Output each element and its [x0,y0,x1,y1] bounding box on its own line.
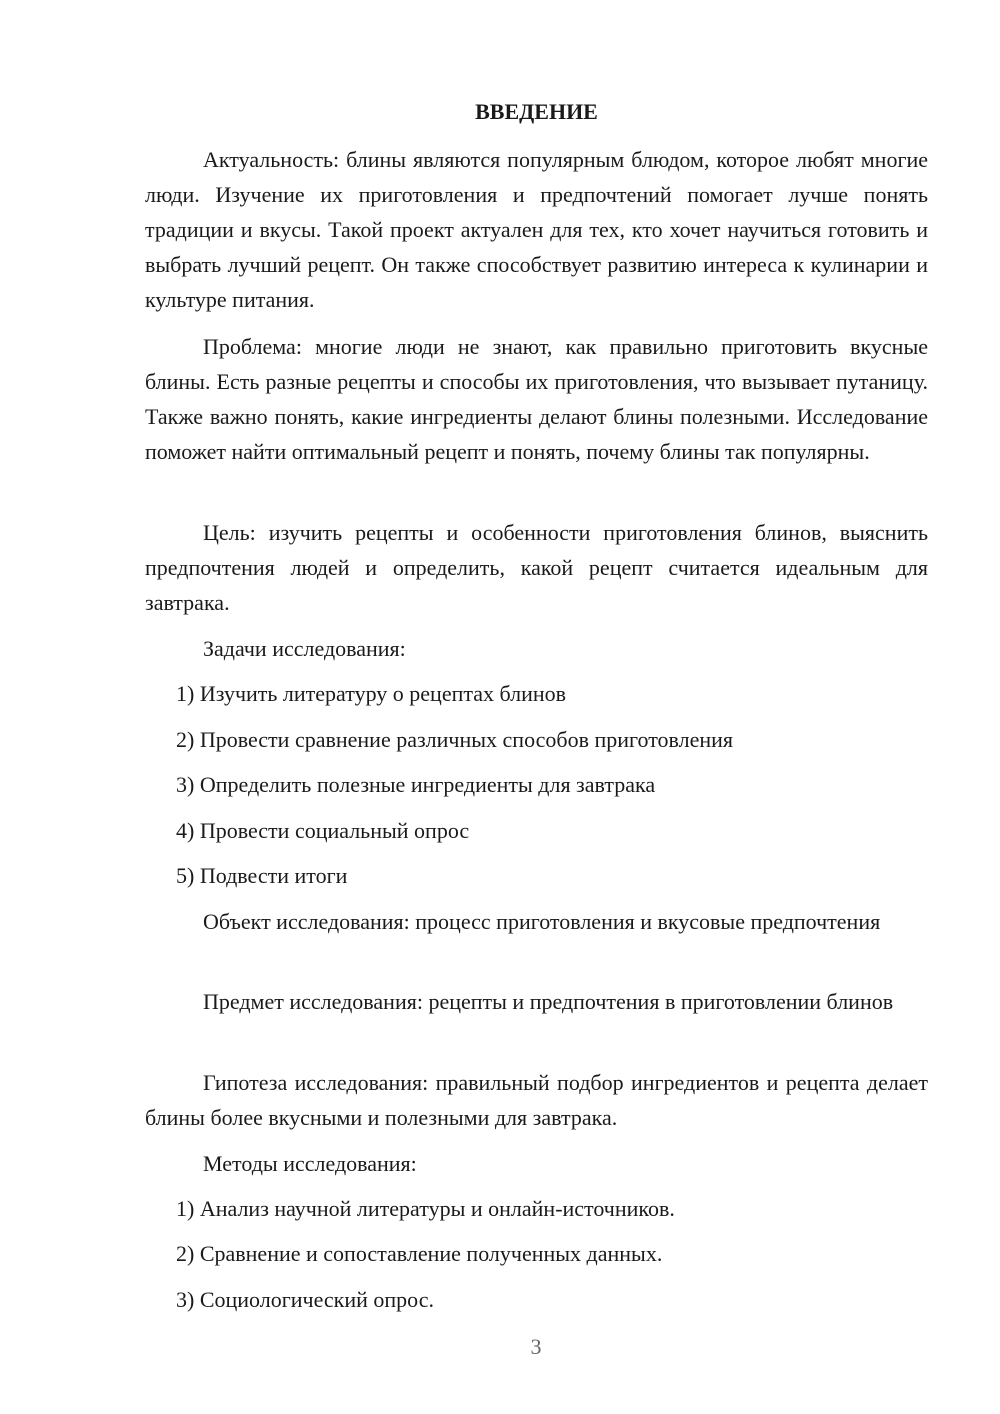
section-heading: ВВЕДЕНИЕ [475,99,598,124]
task-item: 3) Определить полезные ингредиенты для завтрака [176,772,656,797]
tasks-title: Задачи исследования: [203,636,406,661]
methods-title: Методы исследования: [203,1151,417,1176]
subject-paragraph: Предмет исследования: рецепты и предпочтения в приготовлении блинов [203,989,894,1014]
page-number: 3 [530,1334,542,1359]
relevance-paragraph: Актуальность: блины являются популярным блюдом, которое любят многие люди. Изучение их приготовления и предпочтений помогает лучше понять традиции и вкусы. Такой проект актуален для тех, кто хочет научиться готовить и выбрать лучший рецепт. Он также способствует развитию интереса к кулинарии и культуре питания. [145,147,928,312]
hypothesis-paragraph: Гипотеза исследования: правильный подбор ингредиентов и рецепта делает блины более вкусными и полезными для завтрака. [145,1070,928,1130]
method-item: 2) Сравнение и сопоставление полученных данных. [176,1241,663,1266]
problem-paragraph: Проблема: многие люди не знают, как правильно приготовить вкусные блины. Есть разные рецепты и способы их приготовления, что вызывает путаницу. Также важно понять, какие ингредиенты делают блины полезными. Исследование поможет найти оптимальный рецепт и понять, почему блины так популярны. [145,334,928,464]
goal-paragraph: Цель: изучить рецепты и особенности приготовления блинов, выяснить предпочтения людей и определить, какой рецепт считается идеальным для завтрака. [145,520,928,615]
task-item: 5) Подвести итоги [176,863,348,888]
task-item: 1) Изучить литературу о рецептах блинов [176,681,567,706]
task-item: 4) Провести социальный опрос [176,818,470,843]
object-paragraph: Объект исследования: процесс приготовления и вкусовые предпочтения [203,909,881,934]
method-item: 3) Социологический опрос. [176,1287,434,1312]
method-item: 1) Анализ научной литературы и онлайн-источников. [176,1196,675,1221]
task-item: 2) Провести сравнение различных способов приготовления [176,727,734,752]
